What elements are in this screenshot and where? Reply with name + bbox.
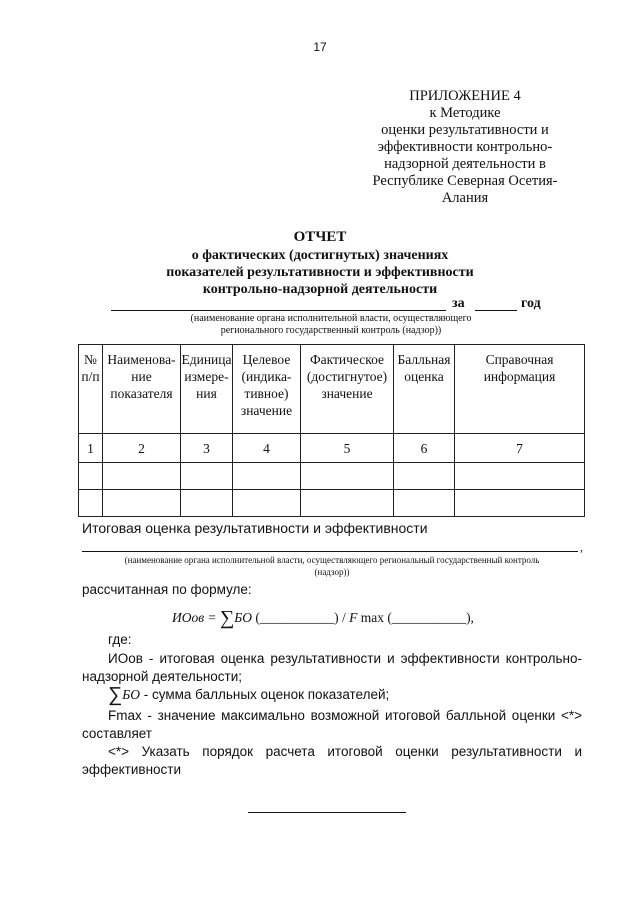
- appendix-line: к Методике: [429, 105, 501, 121]
- table-row: [79, 434, 585, 463]
- total-score-label: Итоговая оценка результативности и эффективности: [82, 520, 428, 536]
- definition-sum: [108, 686, 389, 704]
- table-cell: [233, 490, 301, 517]
- formula: [172, 609, 474, 627]
- appendix-line: надзорной деятельности в: [384, 156, 546, 172]
- table-cell: 3: [181, 434, 233, 463]
- header-reference-info: Справочная информация: [455, 345, 585, 434]
- where-label: где:: [108, 632, 132, 647]
- org-caption: (наименование органа исполнительной власти, осуществляющего: [190, 313, 472, 324]
- table-cell: [103, 463, 181, 490]
- table-cell: [79, 463, 103, 490]
- year-line: [475, 310, 517, 311]
- calculated-label: рассчитанная по формуле:: [82, 582, 252, 597]
- sum-icon: ∑: [108, 684, 123, 706]
- header-target-value: Целевое (индика-тивное) значение: [233, 345, 301, 434]
- appendix-header: [360, 88, 570, 207]
- table-cell: [233, 463, 301, 490]
- year-prefix: за: [452, 296, 465, 311]
- page-number: 17: [313, 40, 327, 54]
- report-subtitle: показателей результативности и эффективности: [166, 265, 474, 280]
- org-caption: регионального государственный контроль (надзор)): [220, 325, 442, 336]
- report-title: ОТЧЕТ: [293, 229, 347, 245]
- definition-sum-text: - сумма балльных оценок показателей;: [139, 687, 390, 702]
- formula-ioov: ИОов =: [172, 610, 220, 625]
- table-cell: [455, 463, 585, 490]
- appendix-line: оценки результативности и: [381, 122, 549, 138]
- appendix-line: ПРИЛОЖЕНИЕ 4: [409, 88, 521, 104]
- table-row: [79, 490, 585, 517]
- formula-f: F: [349, 610, 358, 625]
- org-caption-2: (наименование органа исполнительной власти, осуществляющего региональный государственный контроль: [124, 555, 540, 565]
- definition-fmax: Fmax - значение максимально возможной итоговой балльной оценки <*> составляет: [82, 708, 582, 741]
- header-indicator-name: Наименова-ние показателя: [103, 345, 181, 434]
- footnote: <*> Указать порядок расчета итоговой оценки результативности и эффективности: [82, 744, 582, 777]
- table-cell: 7: [455, 434, 585, 463]
- table-header-row: [79, 345, 585, 434]
- table-cell: 1: [79, 434, 103, 463]
- table-cell: [181, 490, 233, 517]
- table-cell: 2: [103, 434, 181, 463]
- table-cell: 4: [233, 434, 301, 463]
- footer-divider: [248, 812, 406, 813]
- header-score: Балльная оценка: [394, 345, 455, 434]
- appendix-line: Республике Северная Осетия-: [372, 173, 558, 189]
- appendix-line: эффективности контрольно-: [377, 139, 553, 155]
- table-cell: [301, 463, 394, 490]
- formula-bo: БО: [234, 610, 252, 625]
- formula-max: max (___________),: [357, 610, 474, 625]
- org-name-line: [111, 310, 446, 311]
- org-caption-2: (надзор)): [314, 567, 350, 577]
- appendix-line: Алания: [441, 190, 489, 206]
- table-cell: [301, 490, 394, 517]
- header-number: № п/п: [79, 345, 103, 434]
- table-cell: [394, 463, 455, 490]
- table-row: [79, 463, 585, 490]
- table-cell: 5: [301, 434, 394, 463]
- table-cell: [181, 463, 233, 490]
- report-subtitle: о фактических (достигнутых) значениях: [191, 248, 449, 263]
- report-subtitle: контрольно-надзорной деятельности: [202, 282, 438, 297]
- table-cell: [79, 490, 103, 517]
- table-cell: [455, 490, 585, 517]
- table-cell: [394, 490, 455, 517]
- report-table: [78, 344, 585, 517]
- sum-icon: ∑: [219, 607, 235, 629]
- comma: ,: [580, 540, 583, 554]
- table-cell: 6: [394, 434, 455, 463]
- header-actual-value: Фактическое (достигнутое) значение: [301, 345, 394, 434]
- formula-mid: (___________) /: [251, 610, 350, 625]
- header-unit: Единица измере-ния: [181, 345, 233, 434]
- org-name-line-2: [82, 551, 578, 552]
- year-suffix: год: [521, 296, 541, 311]
- table-cell: [103, 490, 181, 517]
- definition-ioov: ИОов - итоговая оценка результативности и эффективности контрольно-надзорной деятельности;: [82, 651, 582, 684]
- definition-sum-bo: БО: [122, 687, 140, 702]
